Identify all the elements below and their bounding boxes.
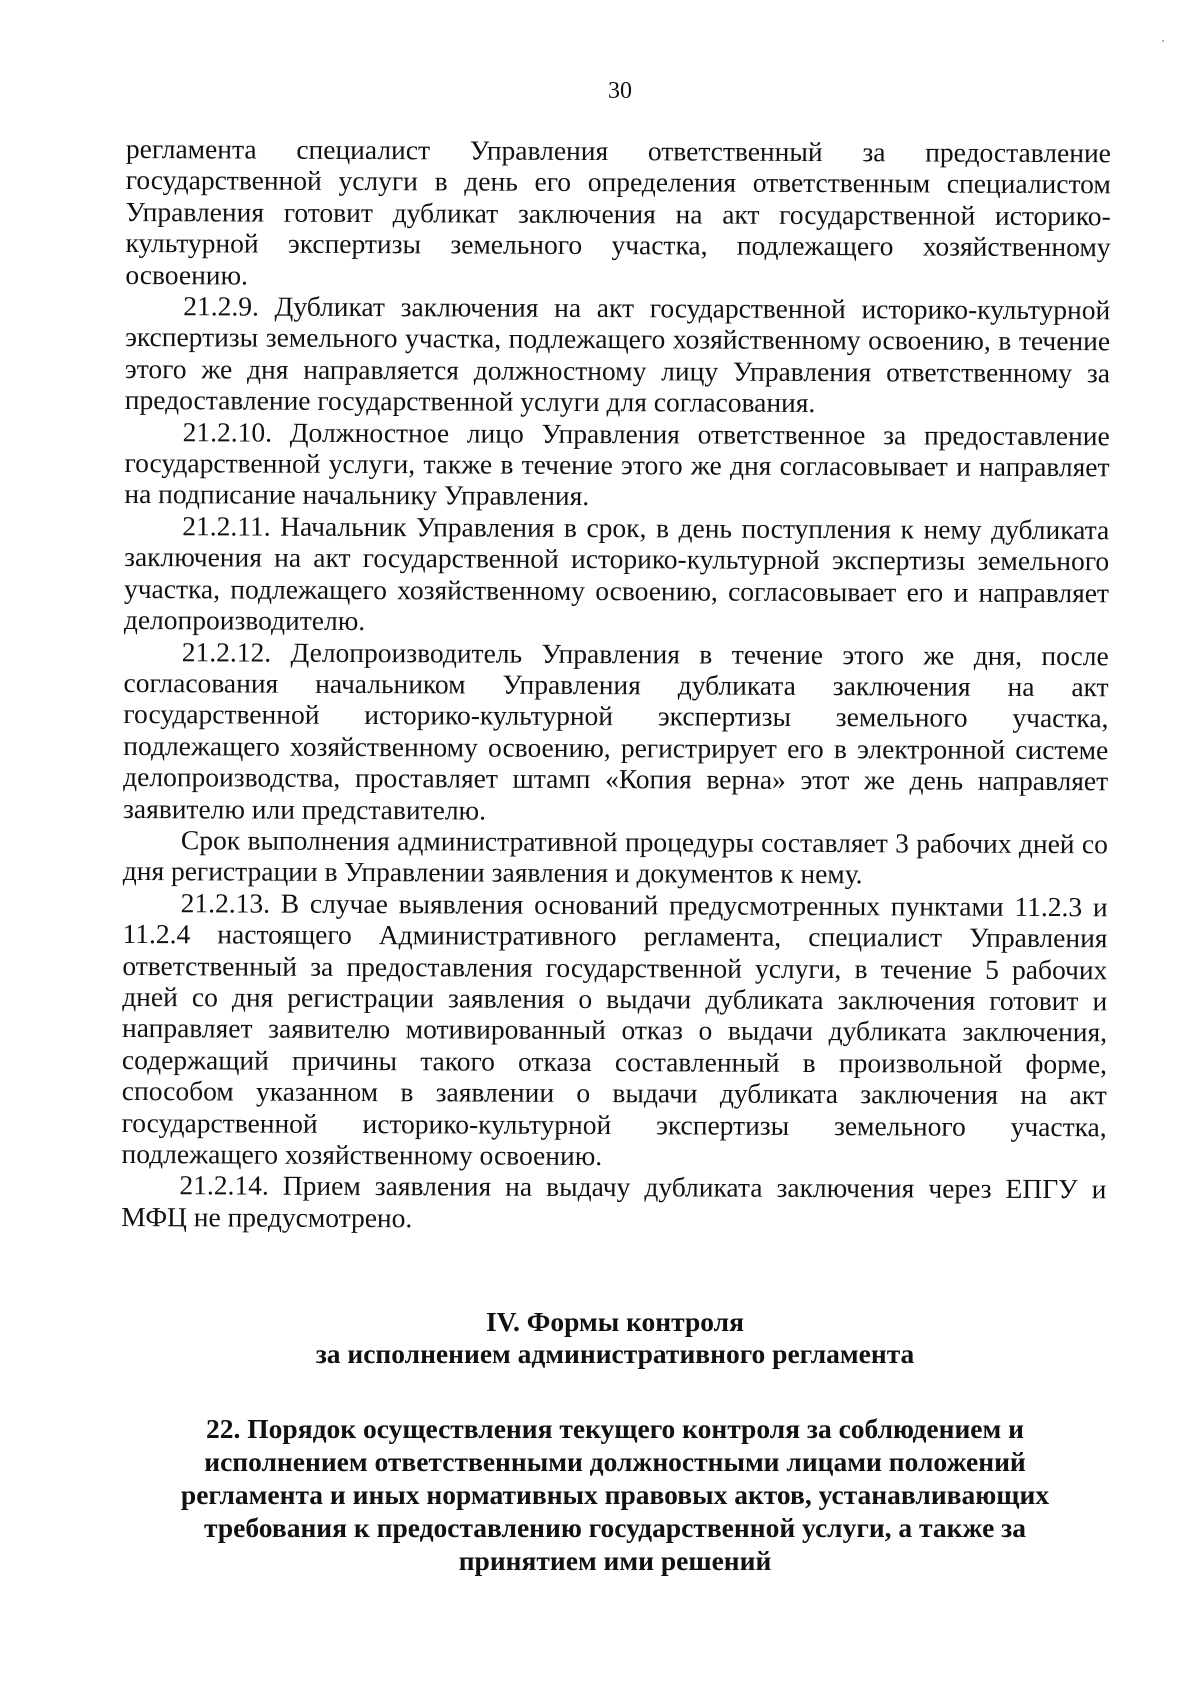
section-22-line-2: исполнением ответственными должностными лицами положений <box>204 1446 1026 1477</box>
scan-artifact <box>1162 40 1164 42</box>
paragraph-21-2-10: 21.2.10. Должностное лицо Управления ответственное за предоставление государственной услуги, также в течение этого же дня согласовывает и направляет на подписание начальнику Управления. <box>124 415 1110 512</box>
section-iv-line-2: за исполнением административного регламента <box>315 1338 915 1369</box>
section-22-line-5: принятием ими решений <box>458 1545 772 1576</box>
section-22-line-3: регламента и иных нормативных правовых актов, устанавливающих <box>180 1479 1050 1510</box>
paragraph-21-2-13: 21.2.13. В случае выявления оснований предусмотренных пунктами 11.2.3 и 11.2.4 настоящего Административного регламента, специалист Управления ответственный за предоставления государственной услуги, в течение 5 рабочих дней со дня регистрации заявления о выдачи дубликата заключения готовит и направляет заявителю мотивированный отказ о выдачи дубликата заключения, содержащий причины такого отказа составленный в произвольной форме, способом указанном в заявлении о выдачи дубликата заключения на акт государственной историко-культурной экспертизы земельного участка, подлежащего хозяйственному освоению. <box>121 886 1108 1172</box>
section-iv-line-1: IV. Формы контроля <box>485 1306 744 1337</box>
document-body <box>121 133 1111 1237</box>
page-number: 30 <box>608 78 632 104</box>
section-heading-iv <box>120 1306 1110 1370</box>
paragraph-21-2-9: 21.2.9. Дубликат заключения на акт государственной историко-культурной экспертизы земельного участка, подлежащего хозяйственному освоению, в течение этого же дня направляется должностному лицу Управления ответственному за предоставление государственной услуги для согласования. <box>124 290 1111 419</box>
paragraph-21-2-11: 21.2.11. Начальник Управления в срок, в день поступления к нему дубликата заключения на акт государственной историко-культурной экспертизы земельного участка, подлежащего хозяйственному освоению, согласовывает его и направляет делопроизводителю. <box>123 510 1110 637</box>
paragraph-procedure-term: Срок выполнения административной процедуры составляет 3 рабочих дней со дня регистрации в Управлении заявления и документов к нему. <box>122 824 1108 890</box>
paragraph-21-2-14: 21.2.14. Прием заявления на выдачу дубликата заключения через ЕПГУ и МФЦ не предусмотрено. <box>121 1169 1107 1234</box>
section-22-line-4: требования к предоставлению государственной услуги, а также за <box>204 1512 1026 1543</box>
paragraph-21-2-12: 21.2.12. Делопроизводитель Управления в течение этого же дня, после согласования начальником Управления дубликата заключения на акт государственной историко-культурной экспертизы земельного участка, подлежащего хозяйственному освоению, регистрирует его в электронной системе делопроизводства, проставляет штамп «Копия верна» этот же день направляет заявителю или представителю. <box>122 635 1109 826</box>
paragraph-continuation: регламента специалист Управления ответственный за предоставление государственной услуги в день его определения ответственным специалистом Управления готовит дубликат заключения на акт государственной историко-культурной экспертизы земельного участка, подлежащего хозяйственному освоению. <box>125 133 1111 291</box>
section-22-line-1: 22. Порядок осуществления текущего контроля за соблюдением и <box>206 1413 1024 1444</box>
section-heading-22 <box>120 1412 1110 1577</box>
